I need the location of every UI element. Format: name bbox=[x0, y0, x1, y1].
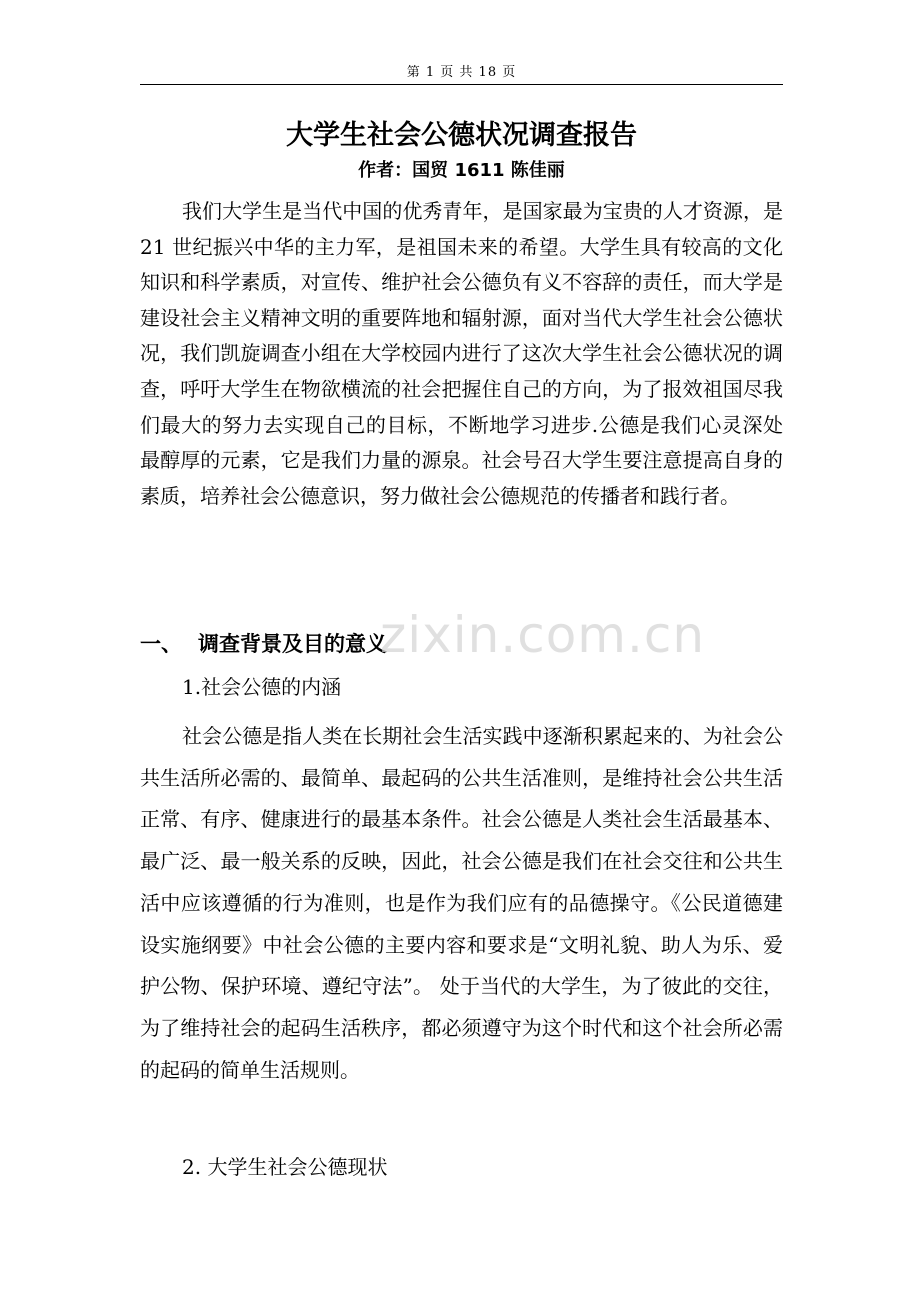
subsection-heading-2: 2. 大学生社会公德现状 bbox=[182, 1155, 388, 1179]
watermark: zixin.com.cn bbox=[380, 606, 706, 664]
intro-paragraph: 我们大学生是当代中国的优秀青年，是国家最为宝贵的人才资源，是 21 世纪振兴中华的主力军，是祖国未来的希望。大学生具有较高的文化知识和科学素质，对宣传、维护社会公德负有义不容辞的责任，而大学是建设社会主义精神文明的重要阵地和辐射源，面对当代大学生社会公德状况，我们凯旋调查小组在大学校园内进行了这次大学生社会公德状况的调查，呼吁大学生在物欲横流的社会把握住自己的方向，为了报效祖国尽我们最大的努力去实现自己的目标，不断地学习进步.公德是我们心灵深处最醇厚的元素，它是我们力量的源泉。社会号召大学生要注意提高自身的素质，培养社会公德意识，努力做社会公德规范的传播者和践行者。 bbox=[140, 199, 783, 508]
subsection-paragraph-1: 社会公德是指人类在长期社会生活实践中逐渐积累起来的、为社会公共生活所必需的、最简单、最起码的公共生活准则，是维持社会公共生活正常、有序、健康进行的最基本条件。社会公德是人类社会生活最基本、最广泛、最一般关系的反映，因此，社会公德是我们在社会交往和公共生活中应该遵循的行为准则，也是作为我们应有的品德操守。《公民道德建设实施纲要》中社会公德的主要内容和要求是“文明礼貌、助人为乐、爱护公物、保护环境、遵纪守法”。 处于当代的大学生，为了彼此的交往，为了维持社会的起码生活秩序，都必须遵守为这个时代和这个社会所必需的起码的简单生活规则。 bbox=[140, 724, 783, 1082]
section-number: 一、 bbox=[140, 632, 182, 656]
document-author: 作者：国贸 1611 陈佳丽 bbox=[358, 160, 565, 181]
section-title: 调查背景及目的意义 bbox=[198, 632, 387, 656]
subsection-heading-1: 1.社会公德的内涵 bbox=[182, 675, 342, 699]
page-indicator: 第 1 页 共 18 页 bbox=[406, 65, 517, 80]
document-title: 大学生社会公德状况调查报告 bbox=[286, 120, 637, 151]
header-divider bbox=[140, 84, 783, 85]
section-heading bbox=[140, 628, 783, 660]
